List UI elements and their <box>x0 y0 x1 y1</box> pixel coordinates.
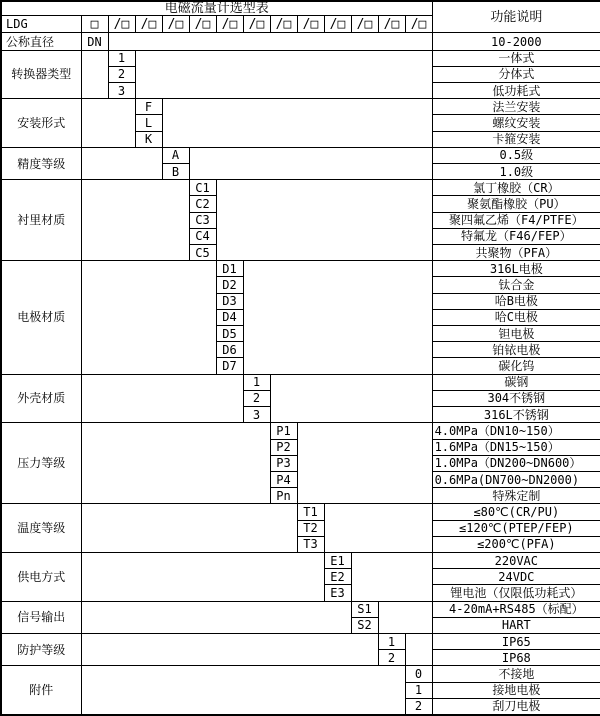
desc-cell: 4-20mA+RS485（标配） <box>432 601 600 617</box>
desc-cell: 法兰安装 <box>432 99 600 115</box>
desc-cell: 哈B电极 <box>432 293 600 309</box>
group-label: 公称直径 <box>1 33 81 50</box>
spacer-cell <box>162 99 432 148</box>
desc-cell: 不接地 <box>432 666 600 682</box>
group-label: 温度等级 <box>1 504 81 553</box>
code-cell: P1 <box>270 423 297 439</box>
desc-cell: 10-2000 <box>432 33 600 50</box>
model-slot-cell: /□ <box>378 16 405 33</box>
code-cell: 0 <box>405 666 432 682</box>
desc-cell: 分体式 <box>432 66 600 82</box>
code-cell: 1 <box>108 50 135 66</box>
code-cell: 2 <box>378 650 405 666</box>
table-row <box>1 180 600 196</box>
model-box-cell: □ <box>81 16 108 33</box>
model-slot-cell: /□ <box>270 16 297 33</box>
spacer-cell <box>297 423 432 504</box>
code-cell: L <box>135 115 162 131</box>
desc-cell: 钛合金 <box>432 277 600 293</box>
group-label: 安装形式 <box>1 99 81 148</box>
table-row <box>1 33 600 50</box>
code-cell: P4 <box>270 471 297 487</box>
desc-cell: HART <box>432 617 600 633</box>
code-cell: S2 <box>351 617 378 633</box>
code-cell: D7 <box>216 358 243 374</box>
desc-cell: 316L电极 <box>432 261 600 277</box>
desc-cell: 锂电池（仅限低功耗式） <box>432 585 600 601</box>
spacer-cell <box>81 50 108 99</box>
code-cell: C5 <box>189 245 216 261</box>
model-slot-cell: /□ <box>108 16 135 33</box>
desc-cell: 4.0MPa（DN10~150） <box>432 423 600 439</box>
group-label: 转换器类型 <box>1 50 81 99</box>
spacer-cell <box>243 261 432 374</box>
spacer-cell <box>216 180 432 261</box>
desc-cell: 铂铱电极 <box>432 342 600 358</box>
desc-cell: 低功耗式 <box>432 83 600 99</box>
table-row <box>1 552 600 568</box>
code-cell: 2 <box>405 698 432 715</box>
spacer-cell <box>81 180 189 261</box>
table-row <box>1 1 600 16</box>
code-cell: D4 <box>216 309 243 325</box>
code-cell: 1 <box>405 682 432 698</box>
code-cell: D2 <box>216 277 243 293</box>
code-cell: C3 <box>189 212 216 228</box>
model-prefix-cell: LDG <box>1 16 81 33</box>
code-cell: 3 <box>108 83 135 99</box>
desc-cell: 哈C电极 <box>432 309 600 325</box>
model-slot-cell: /□ <box>297 16 324 33</box>
desc-cell: 特殊定制 <box>432 488 600 504</box>
code-cell: T1 <box>297 504 324 520</box>
code-cell: D5 <box>216 326 243 342</box>
code-cell: C2 <box>189 196 216 212</box>
desc-cell: 螺纹安装 <box>432 115 600 131</box>
code-cell: T3 <box>297 536 324 552</box>
model-slot-cell: /□ <box>162 16 189 33</box>
spacer-cell <box>405 633 432 665</box>
desc-cell: 聚四氟乙烯（F4/PTFE） <box>432 212 600 228</box>
group-label: 附件 <box>1 666 81 715</box>
spacer-cell <box>81 504 297 553</box>
model-slot-cell: /□ <box>324 16 351 33</box>
model-slot-cell: /□ <box>243 16 270 33</box>
table-row <box>1 261 600 277</box>
spacer-cell <box>189 147 432 179</box>
desc-cell: 特氟龙（F46/FEP） <box>432 228 600 244</box>
model-slot-cell: /□ <box>135 16 162 33</box>
code-cell: E3 <box>324 585 351 601</box>
code-cell: C1 <box>189 180 216 196</box>
code-cell: E1 <box>324 552 351 568</box>
table-row <box>1 601 600 617</box>
code-cell: 3 <box>243 407 270 423</box>
desc-cell: 1.0MPa（DN200~DN600） <box>432 455 600 471</box>
table-row <box>1 50 600 66</box>
group-label: 电极材质 <box>1 261 81 374</box>
group-label: 外壳材质 <box>1 374 81 423</box>
group-label: 防护等级 <box>1 633 81 665</box>
desc-cell: 316L不锈钢 <box>432 407 600 423</box>
spacer-cell <box>108 33 432 50</box>
model-slot-cell: /□ <box>405 16 432 33</box>
code-cell: 1 <box>378 633 405 649</box>
table-row <box>1 374 600 390</box>
spacer-cell <box>324 504 432 553</box>
code-cell: A <box>162 147 189 163</box>
spacer-cell <box>81 633 378 665</box>
code-cell: 1 <box>243 374 270 390</box>
code-cell: C4 <box>189 228 216 244</box>
table-row <box>1 147 600 163</box>
desc-cell: 304不锈钢 <box>432 390 600 406</box>
table-title: 电磁流量计选型表 <box>1 1 432 16</box>
desc-cell: 1.6MPa（DN15~150） <box>432 439 600 455</box>
spacer-cell <box>81 601 351 633</box>
group-label: 精度等级 <box>1 147 81 179</box>
group-label: 压力等级 <box>1 423 81 504</box>
spacer-cell <box>81 374 243 423</box>
table-row <box>1 423 600 439</box>
desc-cell: 刮刀电极 <box>432 698 600 715</box>
code-cell: B <box>162 164 189 180</box>
desc-cell: 钽电极 <box>432 326 600 342</box>
code-cell: DN <box>81 33 108 50</box>
desc-cell: 共聚物（PFA） <box>432 245 600 261</box>
code-cell: D3 <box>216 293 243 309</box>
spacer-cell <box>81 147 162 179</box>
desc-cell: 1.0级 <box>432 164 600 180</box>
table-row <box>1 504 600 520</box>
desc-cell: 220VAC <box>432 552 600 568</box>
desc-cell: 氯丁橡胶（CR） <box>432 180 600 196</box>
function-column-header: 功能说明 <box>432 1 600 33</box>
desc-cell: ≤80℃(CR/PU) <box>432 504 600 520</box>
group-label: 信号输出 <box>1 601 81 633</box>
spacer-cell <box>81 666 405 715</box>
spacer-cell <box>81 99 135 148</box>
desc-cell: IP65 <box>432 633 600 649</box>
code-cell: E2 <box>324 569 351 585</box>
spacer-cell <box>81 261 216 374</box>
group-label: 衬里材质 <box>1 180 81 261</box>
desc-cell: 一体式 <box>432 50 600 66</box>
model-slot-cell: /□ <box>351 16 378 33</box>
table-row <box>1 99 600 115</box>
spacer-cell <box>81 552 324 601</box>
code-cell: 2 <box>108 66 135 82</box>
desc-cell: 0.5级 <box>432 147 600 163</box>
spacer-cell <box>351 552 432 601</box>
desc-cell: 卡箍安装 <box>432 131 600 147</box>
table-row <box>1 666 600 682</box>
code-cell: D6 <box>216 342 243 358</box>
desc-cell: 24VDC <box>432 569 600 585</box>
model-slot-cell: /□ <box>189 16 216 33</box>
code-cell: F <box>135 99 162 115</box>
code-cell: P2 <box>270 439 297 455</box>
code-cell: 2 <box>243 390 270 406</box>
desc-cell: 聚氨酯橡胶（PU） <box>432 196 600 212</box>
desc-cell: ≤200℃(PFA) <box>432 536 600 552</box>
table-row <box>1 633 600 649</box>
code-cell: D1 <box>216 261 243 277</box>
code-cell: Pn <box>270 488 297 504</box>
model-slot-cell: /□ <box>216 16 243 33</box>
code-cell: S1 <box>351 601 378 617</box>
desc-cell: 碳钢 <box>432 374 600 390</box>
desc-cell: ≤120℃(PTEP/FEP) <box>432 520 600 536</box>
desc-cell: 碳化钨 <box>432 358 600 374</box>
code-cell: K <box>135 131 162 147</box>
desc-cell: IP68 <box>432 650 600 666</box>
code-cell: T2 <box>297 520 324 536</box>
code-cell: P3 <box>270 455 297 471</box>
desc-cell: 接地电极 <box>432 682 600 698</box>
spacer-cell <box>270 374 432 423</box>
spacer-cell <box>81 423 270 504</box>
spacer-cell <box>378 601 432 633</box>
spacer-cell <box>135 50 432 99</box>
desc-cell: 0.6MPa(DN700~DN2000) <box>432 471 600 487</box>
group-label: 供电方式 <box>1 552 81 601</box>
